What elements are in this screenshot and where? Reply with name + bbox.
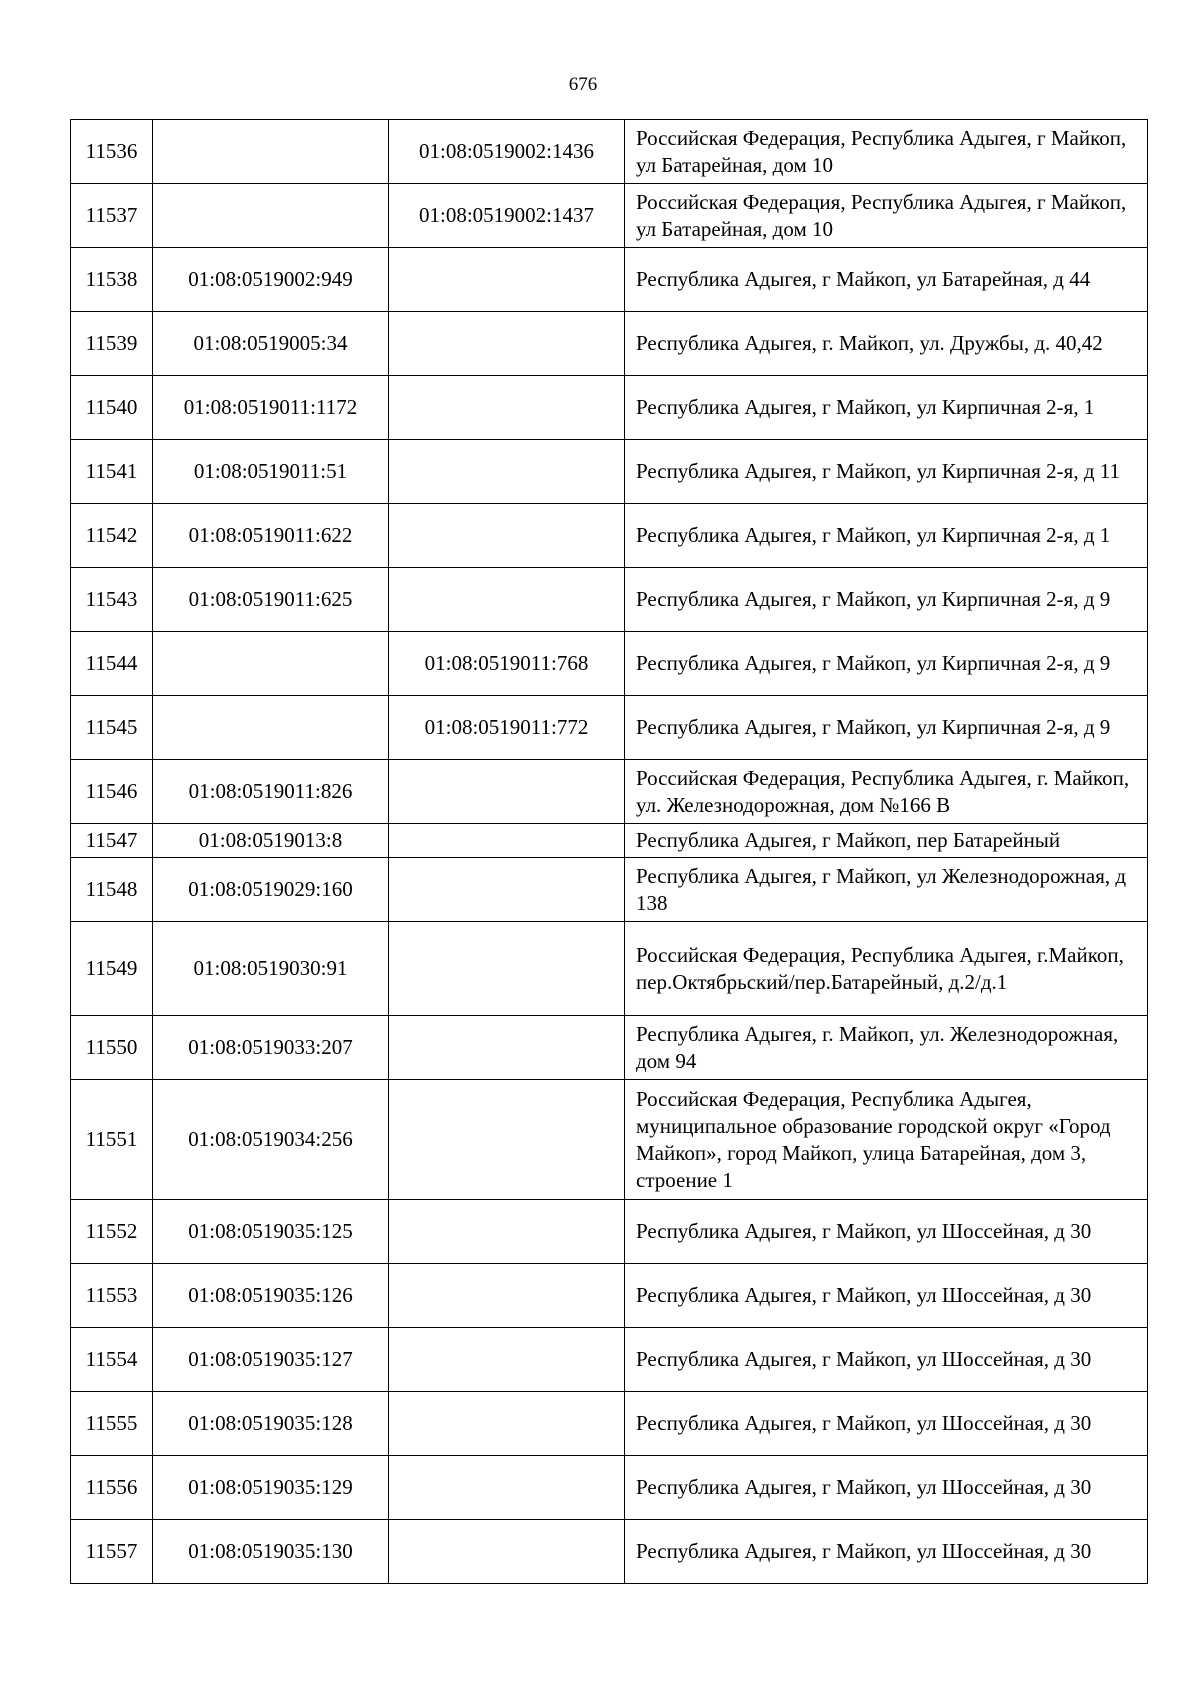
land-cadastral-number-cell: 01:08:0519002:949 (153, 248, 389, 312)
address-cell: Республика Адыгея, г Майкоп, ул Кирпичная 2-я, д 9 (625, 696, 1148, 760)
row-number-cell: 11538 (71, 248, 153, 312)
table-row (71, 1016, 1148, 1080)
address-cell: Российская Федерация, Республика Адыгея, г Майкоп, ул Батарейная, дом 10 (625, 120, 1148, 184)
cadastral-table-body (71, 120, 1148, 1584)
building-cadastral-number-cell (389, 1200, 625, 1264)
row-number-cell: 11542 (71, 504, 153, 568)
land-cadastral-number-cell: 01:08:0519035:129 (153, 1456, 389, 1520)
building-cadastral-number-cell (389, 1392, 625, 1456)
table-row (71, 696, 1148, 760)
row-number-cell: 11547 (71, 824, 153, 858)
row-number-cell: 11537 (71, 184, 153, 248)
table-row (71, 248, 1148, 312)
table-row (71, 568, 1148, 632)
row-number-cell: 11556 (71, 1456, 153, 1520)
land-cadastral-number-cell: 01:08:0519035:130 (153, 1520, 389, 1584)
building-cadastral-number-cell (389, 1520, 625, 1584)
row-number-cell: 11546 (71, 760, 153, 824)
building-cadastral-number-cell (389, 504, 625, 568)
address-cell: Республика Адыгея, г Майкоп, ул Шоссейная, д 30 (625, 1456, 1148, 1520)
address-cell: Республика Адыгея, г Майкоп, ул Шоссейная, д 30 (625, 1264, 1148, 1328)
address-cell: Республика Адыгея, г. Майкоп, ул. Дружбы, д. 40,42 (625, 312, 1148, 376)
row-number-cell: 11536 (71, 120, 153, 184)
address-cell: Республика Адыгея, г Майкоп, ул Шоссейная, д 30 (625, 1392, 1148, 1456)
table-row (71, 858, 1148, 922)
building-cadastral-number-cell (389, 760, 625, 824)
building-cadastral-number-cell (389, 1016, 625, 1080)
row-number-cell: 11554 (71, 1328, 153, 1392)
table-row (71, 376, 1148, 440)
row-number-cell: 11539 (71, 312, 153, 376)
building-cadastral-number-cell (389, 1328, 625, 1392)
row-number-cell: 11553 (71, 1264, 153, 1328)
address-cell: Российская Федерация, Республика Адыгея, г Майкоп, ул Батарейная, дом 10 (625, 184, 1148, 248)
row-number-cell: 11545 (71, 696, 153, 760)
building-cadastral-number-cell: 01:08:0519011:772 (389, 696, 625, 760)
table-row (71, 504, 1148, 568)
table-row (71, 1456, 1148, 1520)
land-cadastral-number-cell: 01:08:0519005:34 (153, 312, 389, 376)
land-cadastral-number-cell: 01:08:0519035:126 (153, 1264, 389, 1328)
row-number-cell: 11548 (71, 858, 153, 922)
land-cadastral-number-cell: 01:08:0519011:622 (153, 504, 389, 568)
building-cadastral-number-cell: 01:08:0519002:1437 (389, 184, 625, 248)
land-cadastral-number-cell (153, 696, 389, 760)
address-cell: Российская Федерация, Республика Адыгея, муниципальное образование городской округ «Город Майкоп», город Майкоп, улица Батарейная, дом 3, строение 1 (625, 1080, 1148, 1200)
land-cadastral-number-cell: 01:08:0519035:127 (153, 1328, 389, 1392)
row-number-cell: 11540 (71, 376, 153, 440)
land-cadastral-number-cell (153, 184, 389, 248)
building-cadastral-number-cell: 01:08:0519002:1436 (389, 120, 625, 184)
table-row (71, 632, 1148, 696)
table-row (71, 824, 1148, 858)
building-cadastral-number-cell (389, 1456, 625, 1520)
address-cell: Республика Адыгея, г Майкоп, ул Кирпичная 2-я, д 9 (625, 568, 1148, 632)
address-cell: Республика Адыгея, г Майкоп, ул Кирпичная 2-я, 1 (625, 376, 1148, 440)
building-cadastral-number-cell (389, 248, 625, 312)
building-cadastral-number-cell (389, 922, 625, 1016)
table-row (71, 312, 1148, 376)
table-row (71, 440, 1148, 504)
table-row (71, 1264, 1148, 1328)
land-cadastral-number-cell: 01:08:0519030:91 (153, 922, 389, 1016)
land-cadastral-number-cell: 01:08:0519011:51 (153, 440, 389, 504)
table-row (71, 1328, 1148, 1392)
address-cell: Республика Адыгея, г Майкоп, ул Батарейная, д 44 (625, 248, 1148, 312)
address-cell: Республика Адыгея, г Майкоп, ул Шоссейная, д 30 (625, 1328, 1148, 1392)
building-cadastral-number-cell (389, 858, 625, 922)
address-cell: Республика Адыгея, г Майкоп, ул Кирпичная 2-я, д 9 (625, 632, 1148, 696)
building-cadastral-number-cell (389, 824, 625, 858)
address-cell: Республика Адыгея, г Майкоп, ул Железнодорожная, д 138 (625, 858, 1148, 922)
land-cadastral-number-cell: 01:08:0519013:8 (153, 824, 389, 858)
row-number-cell: 11544 (71, 632, 153, 696)
building-cadastral-number-cell (389, 312, 625, 376)
building-cadastral-number-cell: 01:08:0519011:768 (389, 632, 625, 696)
page-number: 676 (568, 74, 598, 95)
land-cadastral-number-cell: 01:08:0519033:207 (153, 1016, 389, 1080)
land-cadastral-number-cell: 01:08:0519034:256 (153, 1080, 389, 1200)
building-cadastral-number-cell (389, 440, 625, 504)
table-row (71, 922, 1148, 1016)
building-cadastral-number-cell (389, 1080, 625, 1200)
table-row (71, 760, 1148, 824)
address-cell: Республика Адыгея, г Майкоп, пер Батарейный (625, 824, 1148, 858)
table-row (71, 1392, 1148, 1456)
table-row (71, 1520, 1148, 1584)
address-cell: Республика Адыгея, г. Майкоп, ул. Железнодорожная, дом 94 (625, 1016, 1148, 1080)
address-cell: Республика Адыгея, г Майкоп, ул Кирпичная 2-я, д 11 (625, 440, 1148, 504)
row-number-cell: 11555 (71, 1392, 153, 1456)
land-cadastral-number-cell: 01:08:0519011:625 (153, 568, 389, 632)
row-number-cell: 11552 (71, 1200, 153, 1264)
row-number-cell: 11550 (71, 1016, 153, 1080)
table-row (71, 120, 1148, 184)
table-row (71, 1080, 1148, 1200)
land-cadastral-number-cell (153, 632, 389, 696)
address-cell: Республика Адыгея, г Майкоп, ул Кирпичная 2-я, д 1 (625, 504, 1148, 568)
address-cell: Российская Федерация, Республика Адыгея, г.Майкоп, пер.Октябрьский/пер.Батарейный, д.2/д.1 (625, 922, 1148, 1016)
land-cadastral-number-cell: 01:08:0519011:1172 (153, 376, 389, 440)
row-number-cell: 11541 (71, 440, 153, 504)
row-number-cell: 11551 (71, 1080, 153, 1200)
land-cadastral-number-cell: 01:08:0519029:160 (153, 858, 389, 922)
land-cadastral-number-cell: 01:08:0519035:128 (153, 1392, 389, 1456)
row-number-cell: 11549 (71, 922, 153, 1016)
table-row (71, 184, 1148, 248)
address-cell: Российская Федерация, Республика Адыгея, г. Майкоп, ул. Железнодорожная, дом №166 В (625, 760, 1148, 824)
land-cadastral-number-cell (153, 120, 389, 184)
building-cadastral-number-cell (389, 376, 625, 440)
land-cadastral-number-cell: 01:08:0519035:125 (153, 1200, 389, 1264)
address-cell: Республика Адыгея, г Майкоп, ул Шоссейная, д 30 (625, 1520, 1148, 1584)
table-row (71, 1200, 1148, 1264)
building-cadastral-number-cell (389, 1264, 625, 1328)
building-cadastral-number-cell (389, 568, 625, 632)
row-number-cell: 11557 (71, 1520, 153, 1584)
row-number-cell: 11543 (71, 568, 153, 632)
land-cadastral-number-cell: 01:08:0519011:826 (153, 760, 389, 824)
cadastral-table (70, 119, 1148, 1584)
address-cell: Республика Адыгея, г Майкоп, ул Шоссейная, д 30 (625, 1200, 1148, 1264)
